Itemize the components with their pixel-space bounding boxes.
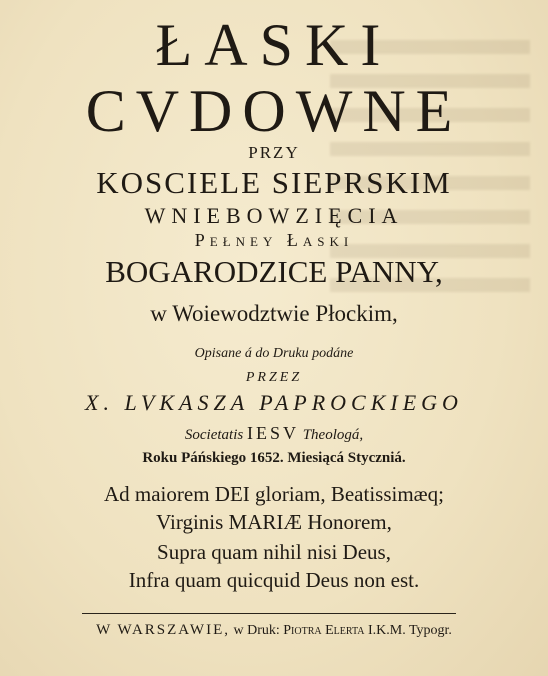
imprint-line [0,622,548,639]
opisane-line: Opisane á do Druku podáne [194,346,354,361]
pelney-laski-line: Pełney Łaski [194,230,354,250]
theologa-word: Theologá, [302,427,364,443]
imprint-druk: w Druk: [233,623,280,638]
societatis-word: Societatis [184,427,244,443]
woiewodztwie-line: w Woiewodztwie Płockim, [150,301,398,326]
imprint-place: W WARSZAWIE, [96,622,230,638]
author-line: X. LVKASZA PAPROCKIEGO [85,390,463,415]
title-line-2: CVDOWNE [85,78,463,144]
wniebowziecia-line: WNIEBOWZIĘCIA [144,203,404,228]
przez-line: PRZEZ [245,370,303,385]
title-line-1: ŁASKI [155,12,393,78]
przy-line: PRZY [248,143,300,162]
imprint-rest: I.K.M. Typogr. [367,623,452,638]
latin-line-2: Virginis MARIÆ Honorem, [156,510,392,534]
latin-line-1: Ad maiorem DEI gloriam, Beatissimæq; [103,482,445,506]
iesu-word: IESV [246,423,299,443]
societatis-line [0,423,548,444]
divider-rule [82,613,456,614]
latin-line-4: Infra quam quicquid Deus non est. [128,568,420,592]
latin-line-3: Supra quam nihil nisi Deus, [157,540,391,564]
imprint-printer: Piotra Elerta [283,623,365,638]
bogarodzice-line: BOGARODZICE PANNY, [105,254,443,289]
kosciele-line: KOSCIELE SIEPRSKIM [96,165,452,200]
roku-line: Roku Páńskiego 1652. Miesiącá Styczniá. [142,450,406,466]
